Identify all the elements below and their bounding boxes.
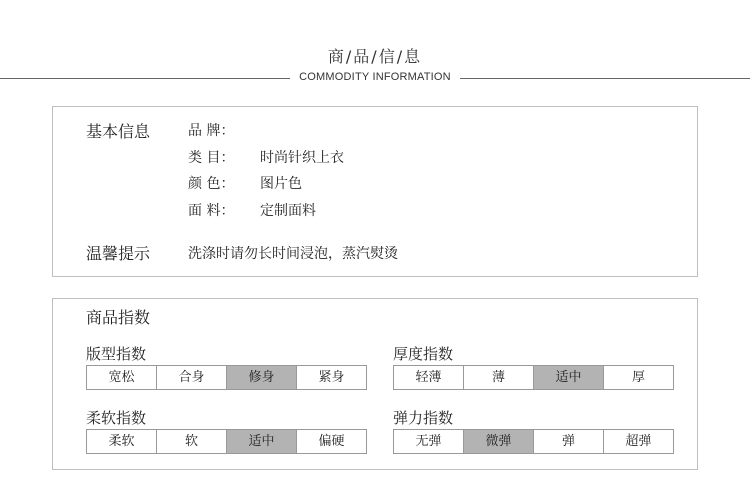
thickness-index-scale: [393, 365, 674, 390]
softness-index-scale: [86, 429, 367, 454]
field-label: 面 料：: [188, 203, 235, 219]
product-index-title: 商品指数: [86, 308, 151, 327]
tip-title: 温馨提示: [86, 244, 151, 263]
divider-right: [460, 78, 750, 79]
tip-text: 洗涤时请勿长时间浸泡，蒸汽熨烫: [188, 246, 398, 262]
scale-option: 薄: [463, 366, 533, 389]
scale-option: 宽松: [108, 370, 135, 385]
scale-option: 轻薄: [415, 370, 442, 385]
elasticity-index-scale: [393, 429, 674, 454]
scale-option: 修身: [226, 366, 296, 389]
section-subheading-row: [0, 71, 750, 85]
scale-option: 弹: [533, 430, 603, 453]
scale-option: 紧身: [296, 366, 366, 389]
scale-option: 柔软: [108, 434, 135, 449]
scale-option: 软: [156, 430, 226, 453]
field-value: 时尚针织上衣: [260, 150, 344, 166]
field-label: 颜 色：: [188, 176, 235, 192]
thickness-index-label: 厚度指数: [393, 345, 454, 363]
field-value: 定制面料: [260, 203, 316, 219]
fit-index-label: 版型指数: [86, 345, 147, 363]
scale-option: 适中: [533, 366, 603, 389]
section-subheading: COMMODITY INFORMATION: [299, 71, 451, 83]
fit-index-scale: [86, 365, 367, 390]
elasticity-index-label: 弹力指数: [393, 409, 454, 427]
field-label: 品 牌：: [188, 123, 235, 139]
scale-option: 合身: [156, 366, 226, 389]
scale-option: 厚: [603, 366, 673, 389]
softness-index-label: 柔软指数: [86, 409, 147, 427]
field-value: 图片色: [260, 176, 302, 192]
section-heading: 商/品/信/息: [327, 47, 423, 66]
field-label: 类 目：: [188, 150, 235, 166]
divider-left: [0, 78, 290, 79]
scale-option: 微弹: [463, 430, 533, 453]
scale-option: 适中: [226, 430, 296, 453]
basic-info-title: 基本信息: [86, 122, 151, 141]
product-index-panel: [52, 298, 698, 470]
scale-option: 偏硬: [296, 430, 366, 453]
scale-option: 无弹: [415, 434, 442, 449]
scale-option: 超弹: [603, 430, 673, 453]
basic-info-panel: [52, 106, 698, 277]
